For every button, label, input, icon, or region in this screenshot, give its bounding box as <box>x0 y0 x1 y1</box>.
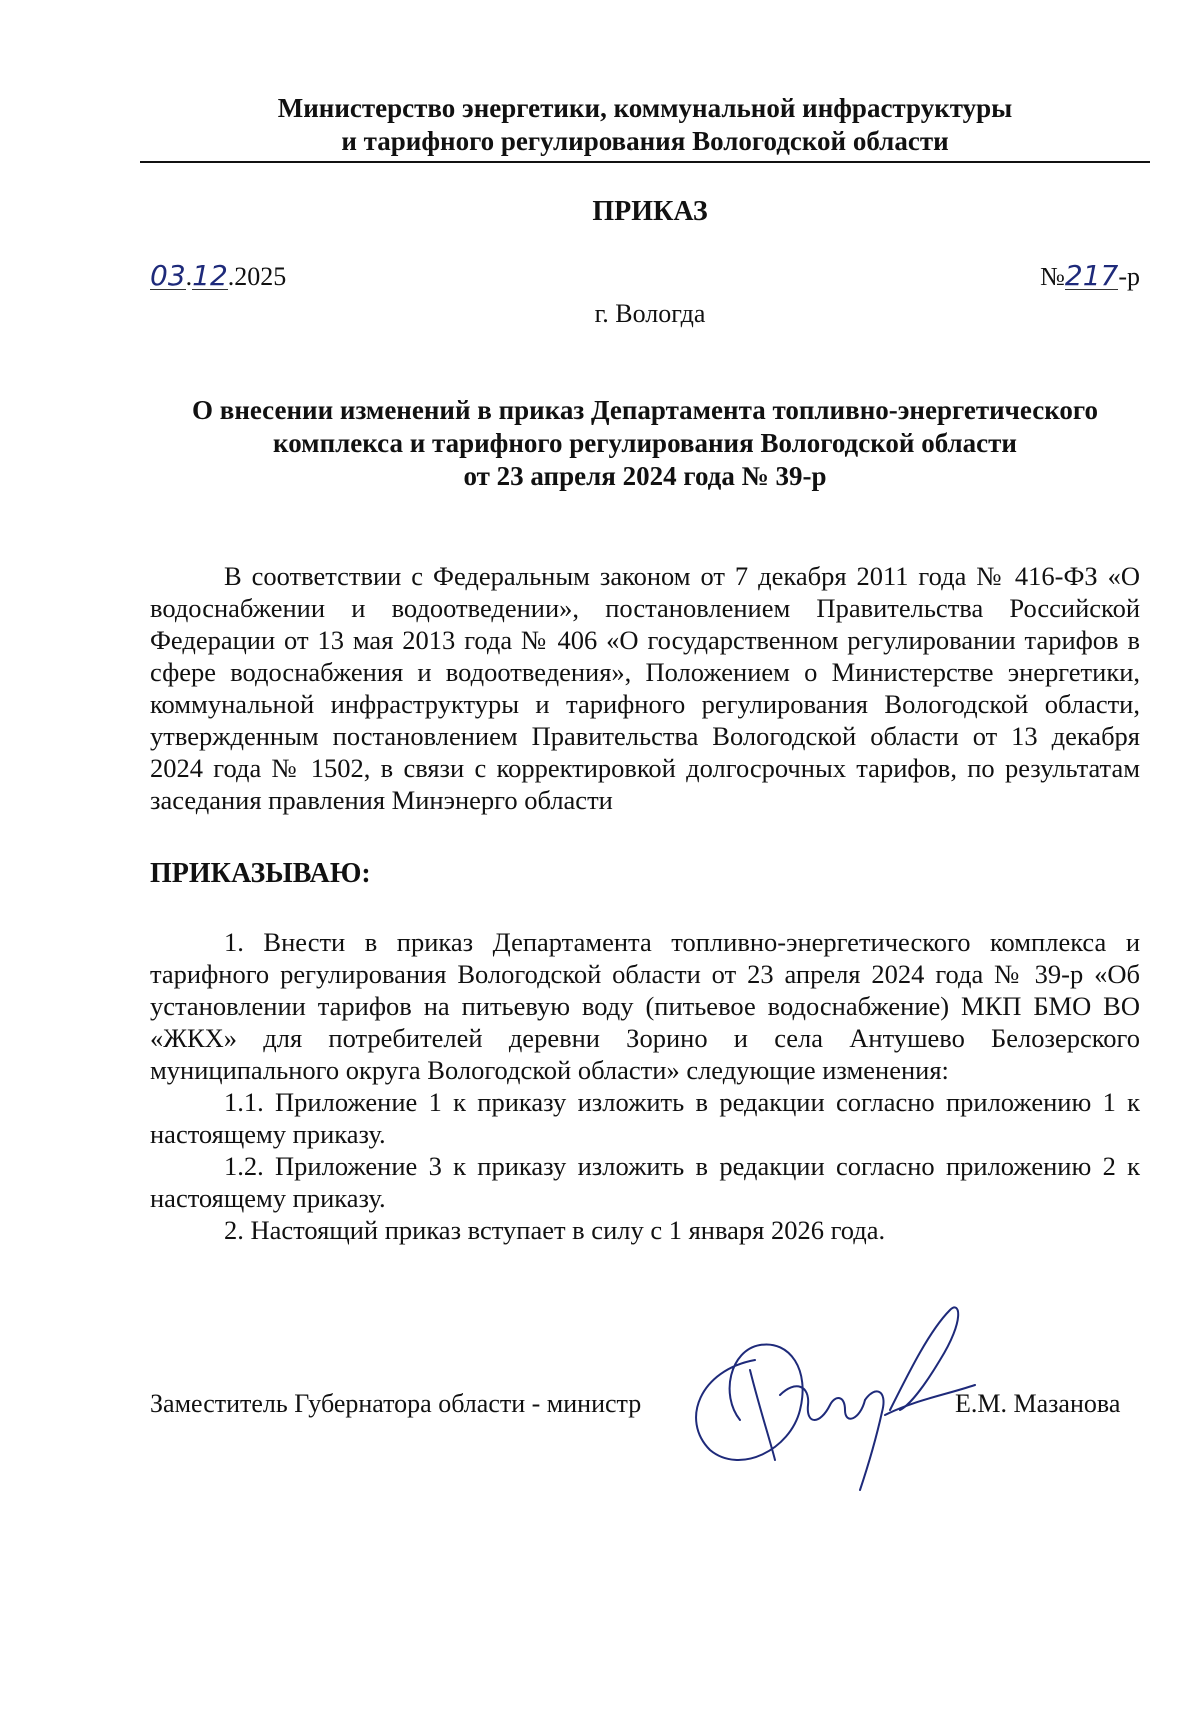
city: г. Вологда <box>594 299 706 328</box>
document-type: ПРИКАЗ <box>592 196 708 227</box>
date-day-handwritten: 03 <box>150 259 186 292</box>
ministry-header <box>140 92 1150 158</box>
order-item-1-2: 1.2. Приложение 3 к приказу изложить в редакции согласно приложению 2 к настоящему приказу. <box>150 1151 1140 1213</box>
preamble-paragraph <box>150 560 1140 816</box>
order-items <box>150 926 1140 1246</box>
date-year: .2025 <box>227 262 287 291</box>
number-prefix: № <box>1040 262 1065 291</box>
document-subject <box>150 394 1140 493</box>
subject-line3: от 23 апреля 2024 года № 39-р <box>463 461 827 491</box>
subject-line1: О внесении изменений в приказ Департамента топливно-энергетического <box>191 395 1098 425</box>
order-word: ПРИКАЗЫВАЮ: <box>150 858 371 889</box>
number-suffix: -р <box>1118 262 1140 291</box>
ministry-header-line2: и тарифного регулирования Вологодской области <box>341 126 949 156</box>
date-month-handwritten: 12 <box>192 259 228 292</box>
number-handwritten: 217 <box>1064 259 1119 292</box>
signer-title: Заместитель Губернатора области - министр <box>150 1389 642 1418</box>
order-item-1: 1. Внести в приказ Департамента топливно-энергетического комплекса и тарифного регулирования Вологодской области от 23 апреля 2024 года № 39-р «Об установлении тарифов на питьевую воду (питьевое водоснабжение) МКП БМО ВО «ЖКХ» для потребителей деревни Зорино и села Антушево Белозерского муниципального округа Вологодской области» следующие изменения: <box>150 927 1140 1085</box>
document-number <box>1040 259 1140 292</box>
subject-line2: комплекса и тарифного регулирования Вологодской области <box>273 428 1017 458</box>
order-item-1-1: 1.1. Приложение 1 к приказу изложить в редакции согласно приложению 1 к настоящему приказу. <box>150 1087 1140 1149</box>
signature-handwritten <box>660 1300 990 1500</box>
preamble-text: В соответствии с Федеральным законом от 7 декабря 2011 года № 416-ФЗ «О водоснабжении и водоотведении», постановлением Правительства Российской Федерации от 13 мая 2013 года № 406 «О государственном регулировании тарифов в сфере водоснабжения и водоотведения», Положением о Министерстве энергетики, коммунальной инфраструктуры и тарифного регулирования Вологодской области, утвержденным постановлением Правительства Вологодской области от 13 декабря 2024 года № 1502, в связи с корректировкой долгосрочных тарифов, по результатам заседания правления Минэнерго области <box>150 561 1140 815</box>
document-date: 03.12.2025 <box>150 259 287 292</box>
header-divider <box>140 161 1150 163</box>
order-item-2: 2. Настоящий приказ вступает в силу с 1 января 2026 года. <box>224 1215 886 1245</box>
signer-name: Е.М. Мазанова <box>955 1389 1121 1418</box>
ministry-header-line1: Министерство энергетики, коммунальной инфраструктуры <box>277 93 1013 123</box>
